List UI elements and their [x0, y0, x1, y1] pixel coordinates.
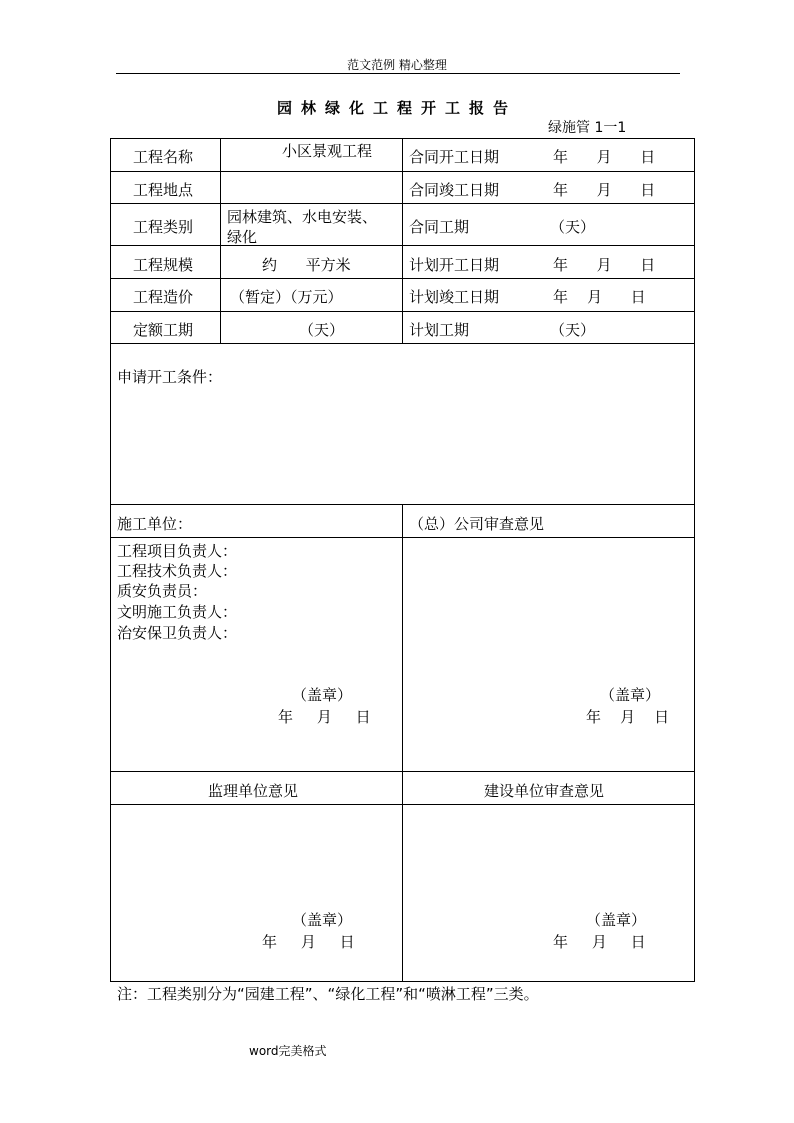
value-project-name: 小区景观工程: [282, 142, 373, 160]
construction-date: 年 月 日: [278, 708, 371, 726]
value-project-type-line1: 园林建筑、水电安装、: [227, 208, 378, 226]
supervision-seal: （盖章）: [292, 911, 353, 929]
label-quota-duration: 定额工期: [133, 321, 194, 339]
company-review-date: 年 月 日: [586, 708, 670, 726]
value-planned-duration: （天）: [550, 321, 596, 339]
value-contract-end: 年 月 日: [553, 181, 656, 199]
row-divider: [110, 343, 695, 344]
value-quota-duration: （天）: [299, 321, 345, 339]
value-project-cost: （暂定）（万元）: [230, 288, 343, 306]
form-code: 绿施管 1一1: [548, 120, 627, 136]
value-planned-end: 年 月 日: [553, 288, 646, 306]
column-divider: [402, 138, 403, 343]
supervision-opinion-label: 监理单位意见: [208, 782, 299, 800]
owner-review-label: 建设单位审查意见: [484, 782, 605, 800]
label-project-cost: 工程造价: [133, 288, 194, 306]
company-review-label: （总）公司审查意见: [409, 515, 545, 533]
label-planned-start: 计划开工日期: [409, 256, 500, 274]
column-divider: [402, 504, 403, 981]
label-project-scale: 工程规模: [133, 256, 194, 274]
label-project-type: 工程类别: [133, 218, 194, 236]
label-planned-duration: 计划工期: [409, 321, 470, 339]
label-project-location: 工程地点: [133, 181, 194, 199]
report-title: 园林绿化工程开工报告: [276, 99, 517, 117]
conditions-label: 申请开工条件：: [117, 368, 223, 386]
label-contract-duration: 合同工期: [409, 218, 470, 236]
owner-review-date: 年 月 日: [553, 933, 646, 951]
value-contract-duration: （天）: [550, 218, 596, 236]
label-contract-end: 合同竣工日期: [409, 181, 500, 199]
column-divider: [220, 138, 221, 343]
value-planned-start: 年 月 日: [553, 256, 656, 274]
responsible-civilized-construction: 文明施工负责人：: [117, 603, 238, 621]
supervision-date: 年 月 日: [262, 933, 355, 951]
label-project-name: 工程名称: [133, 148, 194, 166]
page-footer-text: word完美格式: [249, 1044, 327, 1058]
page-header-text: 范文范例 精心整理: [347, 58, 447, 72]
company-review-seal: （盖章）: [600, 686, 661, 704]
construction-unit-label: 施工单位：: [117, 515, 193, 533]
value-project-scale: 约 平方米: [262, 256, 351, 274]
responsible-security: 治安保卫负责人：: [117, 624, 238, 642]
footnote: 注：工程类别分为“园建工程”、“绿化工程”和“喷淋工程”三类。: [117, 985, 539, 1003]
header-divider: [116, 73, 680, 74]
value-contract-start: 年 月 日: [553, 148, 656, 166]
construction-seal: （盖章）: [292, 686, 353, 704]
responsible-technical: 工程技术负责人：: [117, 562, 238, 580]
responsible-quality-safety: 质安负责员：: [117, 582, 208, 600]
responsible-project: 工程项目负责人：: [117, 542, 238, 560]
label-contract-start: 合同开工日期: [409, 148, 500, 166]
label-planned-end: 计划竣工日期: [409, 288, 500, 306]
owner-review-seal: （盖章）: [586, 911, 647, 929]
value-project-type-line2: 绿化: [227, 228, 258, 246]
